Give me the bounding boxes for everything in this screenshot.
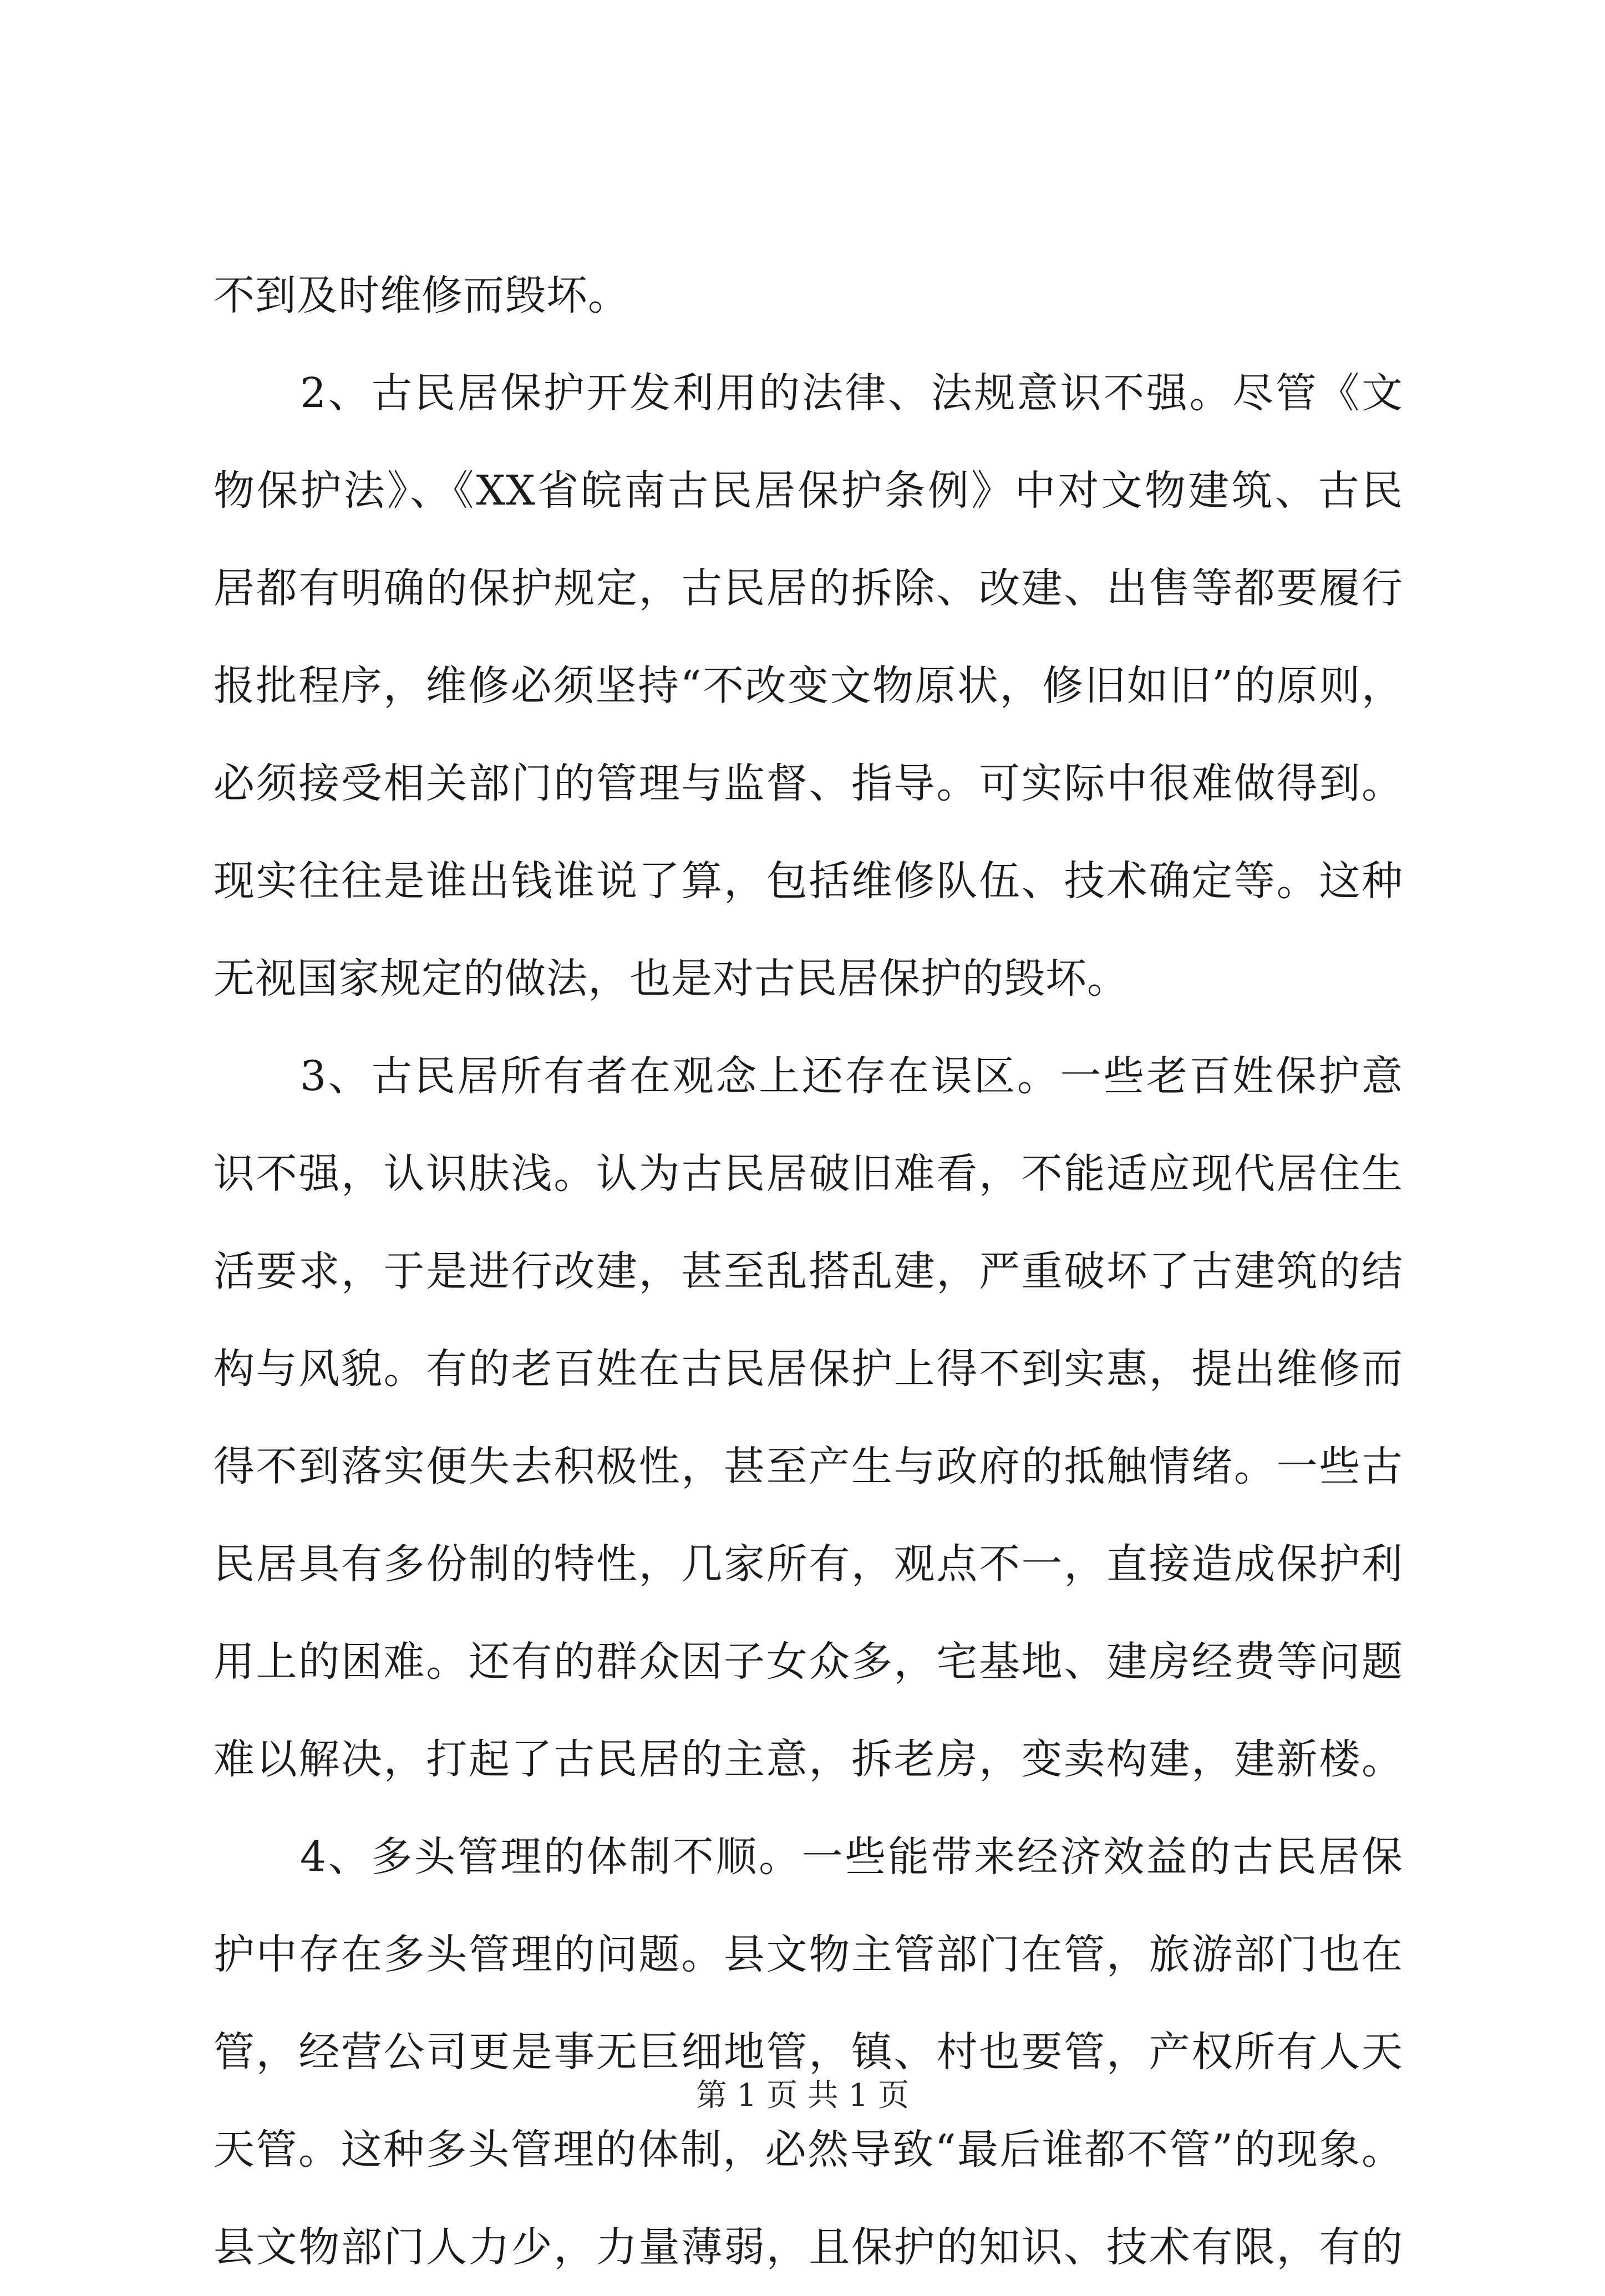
text-line: 无视国家规定的做法，也是对古民居保护的毁坏。: [214, 955, 1129, 1002]
text-line: 护中存在多头管理的问题。县文物主管部门在管，旅游部门也在: [214, 1931, 1403, 1978]
text-line: 居都有明确的保护规定，古民居的拆除、改建、出售等都要履行: [214, 564, 1403, 612]
text-line: 不到及时维修而毁坏。: [214, 272, 629, 319]
text-line: 报批程序，维修必须坚持“不改变文物原状，修旧如旧”的原则，: [214, 662, 1403, 710]
paragraph-first-line: 3、古民居所有者在观念上还存在误区。一些老百姓保护意: [300, 1052, 1403, 1100]
text-line: 难以解决，打起了古民居的主意，拆老房，变卖构建，建新楼。: [214, 1735, 1403, 1783]
text-line: 构与风貌。有的老百姓在古民居保护上得不到实惠，提出维修而: [214, 1345, 1403, 1393]
text-line: 活要求，于是进行改建，甚至乱搭乱建，严重破坏了古建筑的结: [214, 1248, 1403, 1295]
text-line: 民居具有多份制的特性，几家所有，观点不一，直接造成保护利: [214, 1540, 1403, 1588]
text-line: 物保护法》、《XX省皖南古民居保护条例》中对文物建筑、古民: [214, 467, 1403, 515]
text-line: 现实往往是谁出钱谁说了算，包括维修队伍、技术确定等。这种: [214, 857, 1403, 905]
text-line: 用上的困难。还有的群众因子女众多，宅基地、建房经费等问题: [214, 1638, 1403, 1686]
text-line: 得不到落实便失去积极性，甚至产生与政府的抵触情绪。一些古: [214, 1443, 1403, 1490]
body-text: [214, 247, 1403, 2296]
text-line: 管，经营公司更是事无巨细地管，镇、村也要管，产权所有人天: [214, 2028, 1403, 2076]
page-footer: 第 1 页 共 1 页: [695, 2078, 910, 2114]
text-line: 县文物部门人力少，力量薄弱，且保护的知识、技术有限，有的: [214, 2223, 1403, 2271]
text-line: 天管。这种多头管理的体制，必然导致“最后谁都不管”的现象。: [214, 2126, 1403, 2173]
paragraph-first-line: 4、多头管理的体制不顺。一些能带来经济效益的古民居保: [300, 1833, 1403, 1881]
text-line: 识不强，认识肤浅。认为古民居破旧难看，不能适应现代居住生: [214, 1150, 1403, 1198]
text-line: 必须接受相关部门的管理与监督、指导。可实际中很难做得到。: [214, 760, 1403, 807]
paragraph-first-line: 2、古民居保护开发利用的法律、法规意识不强。尽管《文: [300, 369, 1403, 417]
